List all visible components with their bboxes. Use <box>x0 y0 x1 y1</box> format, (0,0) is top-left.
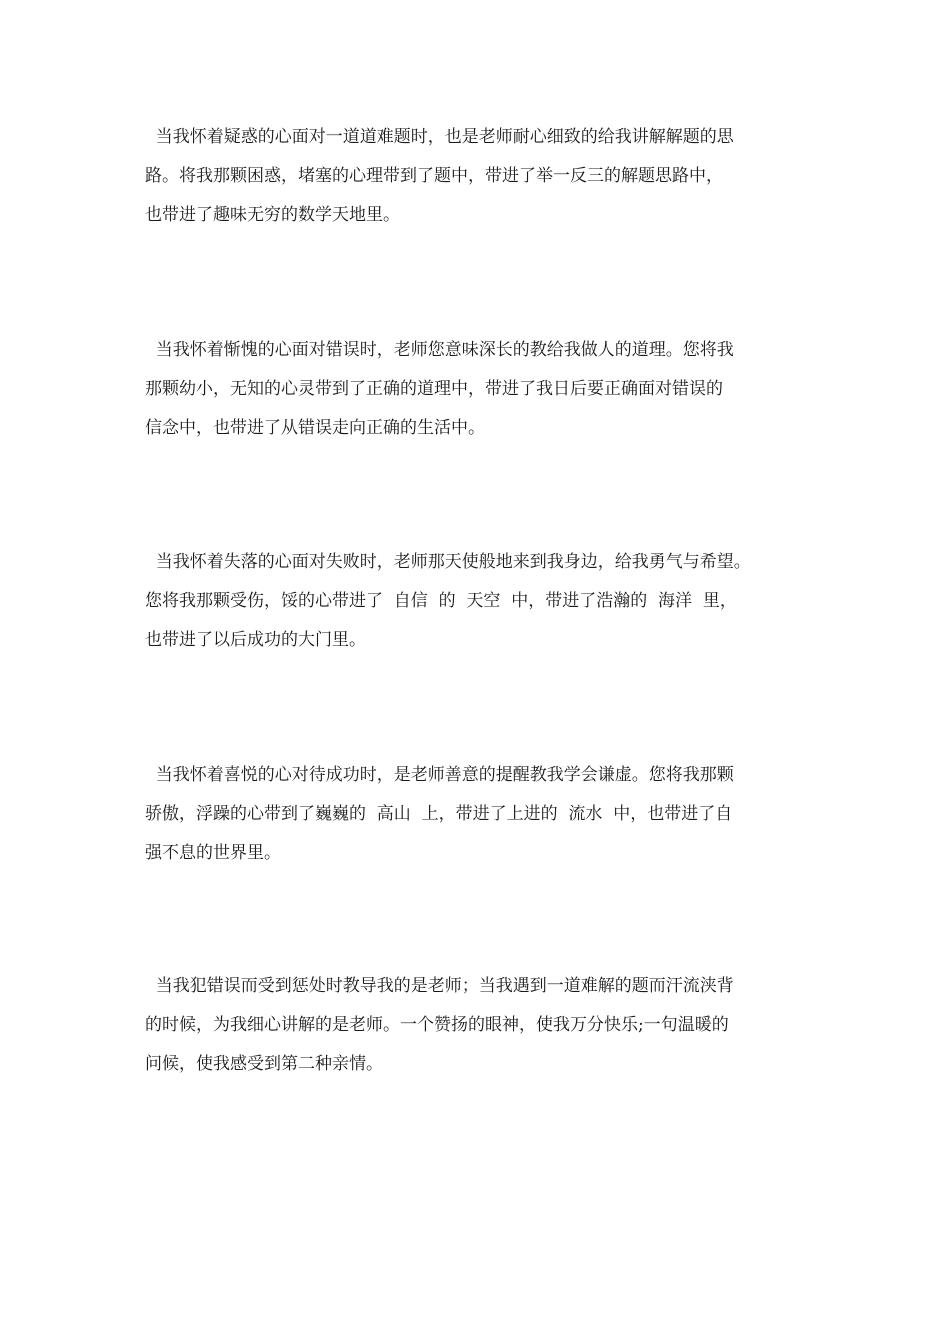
paragraph-line: 问候，使我感受到第二种亲情。 <box>145 1054 383 1074</box>
paragraph-line: 也带进了趣味无穷的数学天地里。 <box>145 205 400 225</box>
paragraph-2 <box>145 331 825 448</box>
paragraph-line: 当我怀着疑惑的心面对一道道难题时，也是老师耐心细致的给我讲解解题的思 <box>145 127 734 147</box>
paragraph-line: 的时候，为我细心讲解的是老师。一个赞扬的眼神，使我万分快乐;一句温暖的 <box>145 1015 729 1035</box>
paragraph-line: 当我犯错误而受到惩处时教导我的是老师；当我遇到一道难解的题而汗流浃背 <box>145 976 734 996</box>
paragraph-line: 当我怀着喜悦的心对待成功时，是老师善意的提醒教我学会谦虚。您将我那颗 <box>145 765 734 785</box>
paragraph-line: 骄傲，浮躁的心带到了巍巍的 高山 上，带进了上进的 流水 中，也带进了自 <box>145 804 733 824</box>
paragraph-line: 那颗幼小，无知的心灵带到了正确的道理中，带进了我日后要正确面对错误的 <box>145 379 723 399</box>
paragraph-line: 信念中，也带进了从错误走向正确的生活中。 <box>145 418 485 438</box>
paragraph-line: 也带进了以后成功的大门里。 <box>145 630 366 650</box>
paragraph-1 <box>145 118 825 235</box>
paragraph-4 <box>145 756 825 873</box>
paragraph-5 <box>145 967 825 1084</box>
paragraph-line: 您将我那颗受伤，馁的心带进了 自信 的 天空 中，带进了浩瀚的 海洋 里， <box>145 591 737 611</box>
paragraph-line: 路。将我那颗困惑，堵塞的心理带到了题中，带进了举一反三的解题思路中， <box>145 166 723 186</box>
paragraph-line: 当我怀着惭愧的心面对错误时，老师您意味深长的教给我做人的道理。您将我 <box>145 340 734 360</box>
paragraph-3 <box>145 543 825 660</box>
paragraph-line: 当我怀着失落的心面对失败时，老师那天使般地来到我身边，给我勇气与希望。 <box>145 552 751 572</box>
paragraph-line: 强不息的世界里。 <box>145 843 281 863</box>
